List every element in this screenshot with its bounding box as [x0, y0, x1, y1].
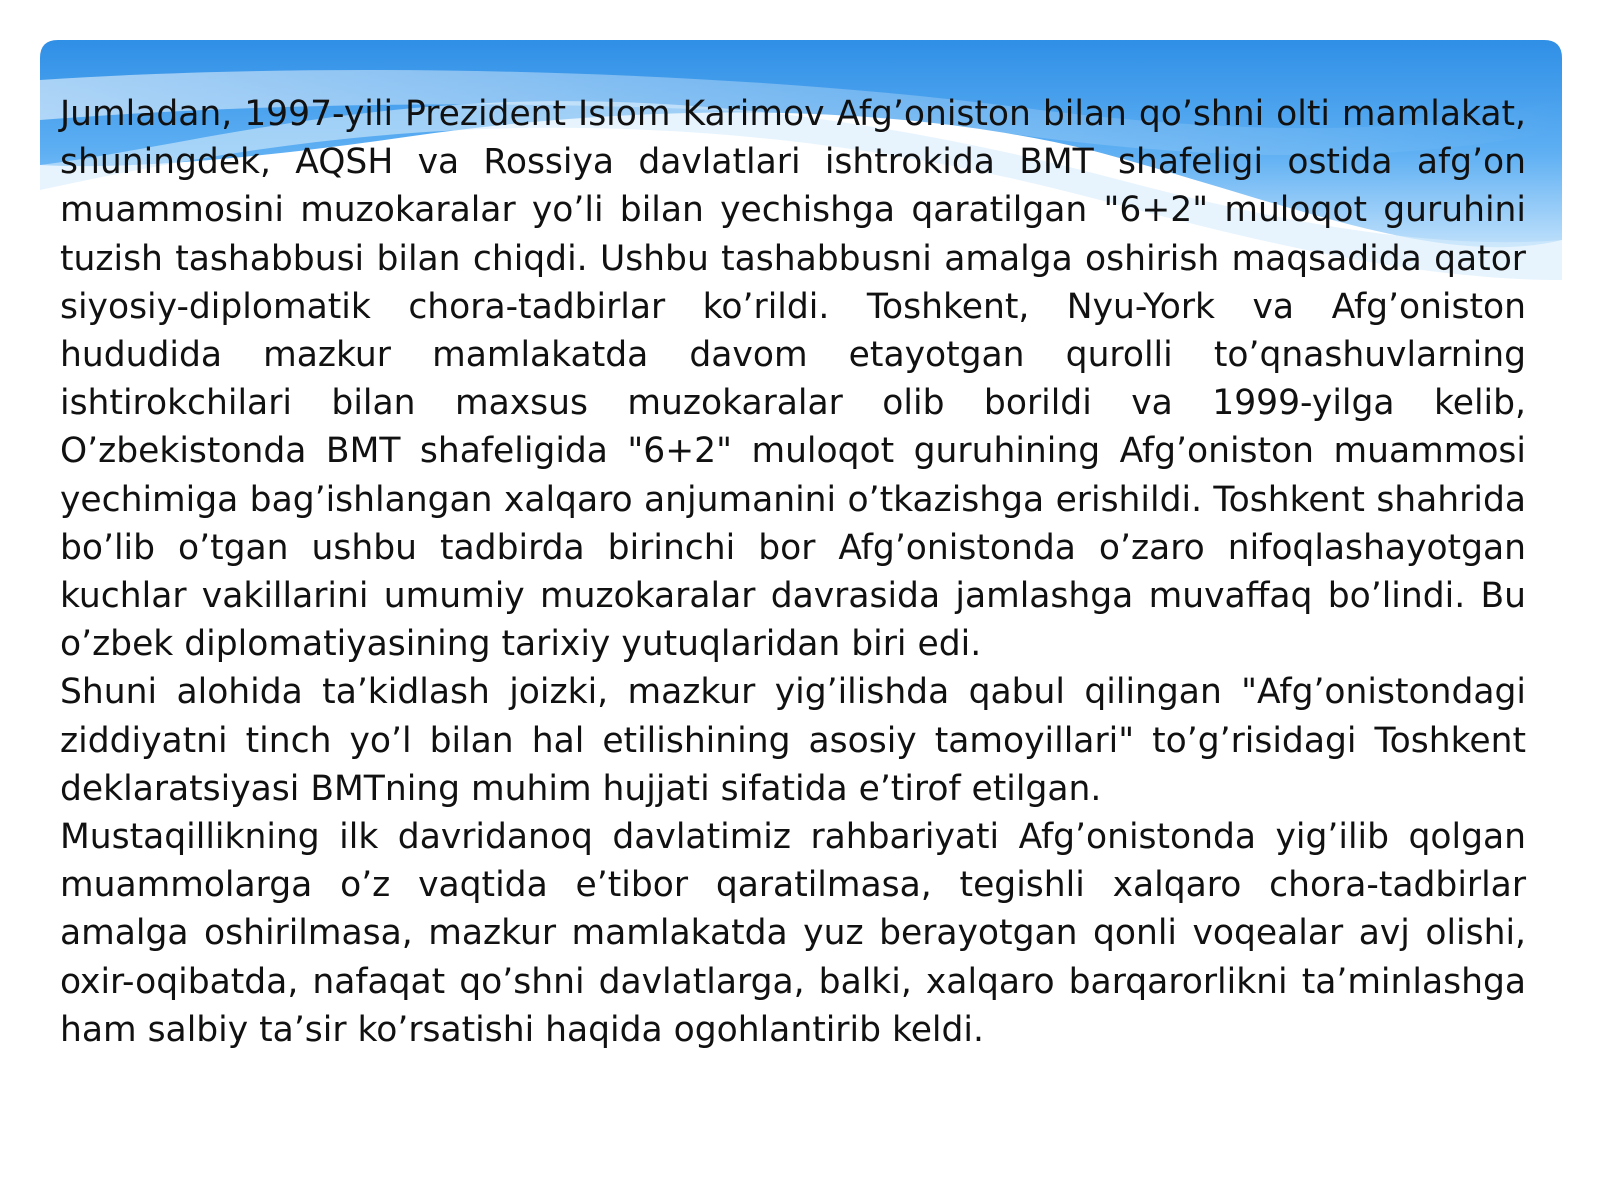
- slide-body-text: [60, 90, 1526, 1054]
- paragraph-2: Shuni alohida ta’kidlash joizki, mazkur yig’ilishda qabul qilingan "Afg’onistondagi ziddiyatni tinch yo’l bilan hal etilishining asosiy tamoyillari" to’g’risidagi Toshkent deklaratsiyasi BMTning muhim hujjati sifatida e’tirof etilgan.: [60, 672, 1526, 809]
- paragraph-1: Jumladan, 1997-yili Prezident Islom Karimov Afg’oniston bilan qo’shni olti mamlakat, shuningdek, AQSH va Rossiya davlatlari ishtrokida BMT shafeligi ostida afg’on muammosini muzokaralar yo’li bilan yechishga qaratilgan "6+2" muloqot guruhini tuzish tashabbusi bilan chiqdi. Ushbu tashabbusni amalga oshirish maqsadida qator siyosiy-diplomatik chora-tadbirlar ko’rildi. Toshkent, Nyu-York va Afg’oniston hududida mazkur mamlakatda davom etayotgan qurolli to’qnashuvlarning ishtirokchilari bilan maxsus muzokaralar olib borildi va 1999-yilga kelib, O’zbekistonda BMT shafeligida "6+2" muloqot guruhining Afg’oniston muammosi yechimiga bag’ishlangan xalqaro anjumanini o’tkazishga erishildi. Toshkent shahrida bo’lib o’tgan ushbu tadbirda birinchi bor Afg’onistonda o’zaro nifoqlashayotgan kuchlar vakillarini umumiy muzokaralar davrasida jamlashga muvaffaq bo’lindi. Bu o’zbek diplomatiyasining tarixiy yutuqlaridan biri edi.: [60, 94, 1526, 665]
- paragraph-3: Mustaqillikning ilk davridanoq davlatimiz rahbariyati Afg’onistonda yig’ilib qolgan muammolarga o’z vaqtida e’tibor qaratilmasa, tegishli xalqaro chora-tadbirlar amalga oshirilmasa, mazkur mamlakatda yuz berayotgan qonli voqealar avj olishi, oxir-oqibatda, nafaqat qo’shni davlatlarga, balki, xalqaro barqarorlikni ta’minlashga ham salbiy ta’sir ko’rsatishi haqida ogohlantirib keldi.: [60, 817, 1526, 1050]
